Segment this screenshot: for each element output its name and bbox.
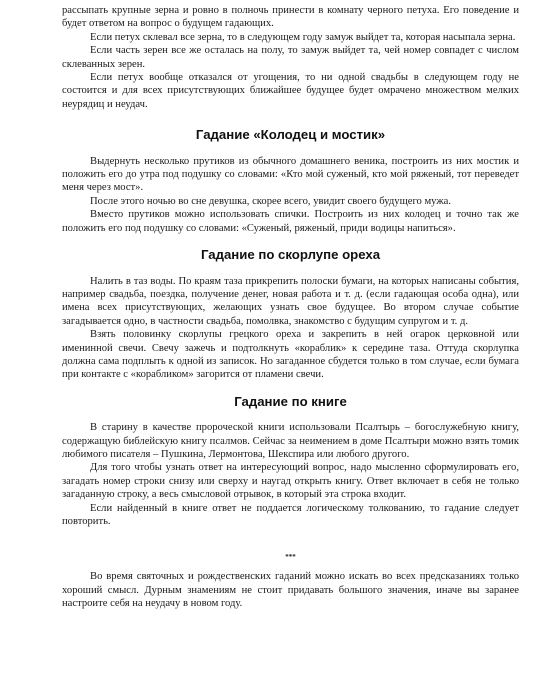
heading-book: Гадание по книге bbox=[234, 393, 347, 409]
paragraph-rooster-intro: рассыпать крупные зерна и ровно в полночь принести в комнату черного петуха. Его поведение и будет ответом на вопрос о будущем гадающих. bbox=[62, 5, 519, 30]
paragraph-book-question: Для того чтобы узнать ответ на интересующий вопрос, надо мысленно сформулировать его, загадать номер строки снизу или сверху и наугад открыть книгу. Ответ включает в себя не только загаданную строку, а весь смысловой отрывок, в который эта строка входит. bbox=[62, 462, 519, 501]
paragraph-rooster-some-grains: Если часть зерен все же осталась на полу, то замуж выйдет та, чей номер совпадет с числом склеванных зерен. bbox=[62, 45, 519, 70]
paragraph-final-advice: Во время святочных и рождественских гаданий можно искать во всех предсказаниях только хороший смысл. Дурным знамениям не стоит придавать большого значения, иначе вы заранее настроите себя на неудачу в новом году. bbox=[62, 571, 519, 610]
section-separator: *** bbox=[285, 553, 296, 562]
paragraph-nutshell-basin: Налить в таз воды. По краям таза прикрепить полоски бумаги, на которых написаны события, например свадьба, поездка, получение денег, новая работа и т. д. (если гадающая особа одна), или имена всех присутствующих, желающих узнать свое будущее. Во втором случае событие загадывается одно, в частности свадьба, помолвка, знакомство с будущим супругом и т. д. bbox=[62, 275, 519, 327]
paragraph-rooster-all-grains: Если петух склевал все зерна, то в следующем году замуж выйдет та, которая насыпала зерна. bbox=[90, 31, 516, 43]
paragraph-bridge-dream: После этого ночью во сне девушка, скорее всего, увидит своего будущего мужа. bbox=[90, 195, 452, 207]
paragraph-rooster-refused: Если петух вообще отказался от угощения, то ни одной свадьбы в следующем году не состоится и для всех присутствующих ближайшее будущее будет омрачено множеством мелких неурядиц и неудач. bbox=[62, 72, 519, 110]
heading-nutshell: Гадание по скорлупе ореха bbox=[200, 247, 381, 263]
paragraph-nutshell-candle: Взять половинку скорлупы грецкого ореха и закрепить в ней огарок церковной или именинной свечи. Свечу зажечь и подтолкнуть «кораблик» к середине таза. Оттуда скорлупка должна сама подплыть к одной из записок. Но загаданное сбудется только в том случае, если бумага при контакте с «корабликом» загорится от пламени свечи. bbox=[62, 329, 519, 381]
paragraph-book-psalter: В старину в качестве пророческой книги использовали Псалтырь – богослужебную книгу, содержащую библейскую книгу псалмов. Сейчас за неимением в доме Псалтыри можно взять томик любимого писателя – Пушкина, Лермонтова, Шекспира или любого другого. bbox=[62, 422, 519, 460]
paragraph-well-matches: Вместо прутиков можно использовать спички. Построить из них колодец и точно так же положить его под подушку со словами: «Суженый, ряженый, приди водицы напиться». bbox=[62, 209, 519, 234]
heading-well-and-bridge: Гадание «Колодец и мостик» bbox=[195, 127, 386, 143]
paragraph-book-repeat: Если найденный в книге ответ не поддается логическому толкованию, то гадание следует повторить. bbox=[62, 502, 519, 527]
paragraph-bridge-twigs: Выдернуть несколько прутиков из обычного домашнего веника, построить из них мостик и положить его до утра под подушку со словами: «Кто мой суженый, кто мой ряженый, тот переведет меня через мост». bbox=[62, 155, 519, 194]
